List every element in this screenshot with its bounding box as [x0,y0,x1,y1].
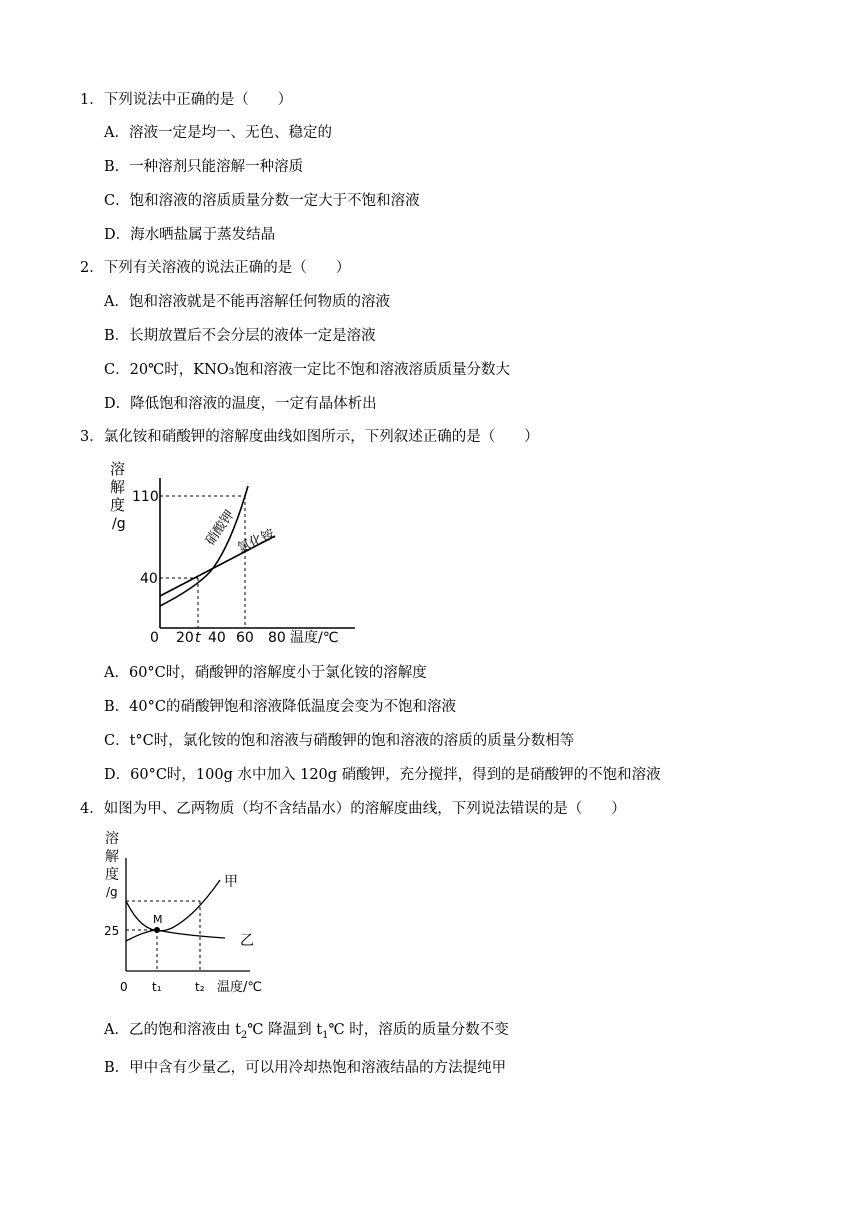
fig1-xtick-0: 0 [150,630,159,646]
fig1-xtick-60: 60 [236,630,254,646]
question-1-option-d: D．海水晒盐属于蒸发结晶 [104,227,276,243]
question-2-option-a: A．饱和溶液就是不能再溶解任何物质的溶液 [104,294,390,310]
q4-option-a-sub1: 2 [240,1029,248,1041]
question-2-stem: 2．下列有关溶液的说法正确的是（ ） [80,260,351,276]
q4-option-a-mid: ℃ 降温到 t [247,1022,323,1038]
fig2-xtick-t1: t₁ [152,980,162,994]
question-2-option-b: B．长期放置后不会分层的液体一定是溶液 [104,328,376,344]
solubility-figure-1 [100,458,370,648]
fig1-label-nh4cl: 氯化铵 [235,526,278,557]
q4-option-a-post: ℃ 时，溶质的质量分数不变 [328,1022,509,1038]
question-3-option-d: D．60°C时，100g 水中加入 120g 硝酸钾，充分搅拌，得到的是硝酸钾的不饱和溶液 [104,767,661,783]
q4-option-a-pre: A．乙的饱和溶液由 t [104,1022,241,1038]
fig1-ylabel-2: 解 [110,478,126,496]
solubility-figure-2 [100,828,280,1000]
question-3-option-a: A．60°C时，硝酸钾的溶解度小于氯化铵的溶解度 [104,665,427,681]
fig1-xtick-t: t [195,630,201,646]
question-2-option-c: C．20℃时，KNO₃饱和溶液一定比不饱和溶液溶质质量分数大 [104,362,510,378]
fig1-xtick-80: 80 [268,630,286,646]
fig2-ylabel-2: 解 [105,849,119,865]
fig2-xtick-t2: t₂ [195,980,205,994]
fig1-xtick-40: 40 [208,630,226,646]
question-4-option-a [104,1020,509,1046]
fig1-ylabel-1: 溶 [110,460,126,478]
fig2-ylabel-4: /g [106,885,118,899]
q4-option-a-sub2: 1 [322,1029,329,1041]
fig2-ylabel-3: 度 [105,867,119,883]
fig2-ylabel-1: 溶 [105,831,119,847]
fig2-label-jia: 甲 [224,874,238,890]
question-3-stem: 3．氯化铵和硝酸钾的溶解度曲线如图所示，下列叙述正确的是（ ） [80,429,539,445]
question-1-option-c: C．饱和溶液的溶质质量分数一定大于不饱和溶液 [104,193,420,209]
question-4-stem: 4．如图为甲、乙两物质（均不含结晶水）的溶解度曲线，下列说法错误的是（ ） [80,801,626,817]
fig1-ytick-40: 40 [140,571,158,587]
fig1-label-kno3: 硝酸钾 [202,507,238,549]
question-3-option-c: C．t°C时，氯化铵的饱和溶液与硝酸钾的饱和溶液的溶质的质量分数相等 [104,733,575,749]
fig2-ytick-25: 25 [104,924,120,938]
fig2-xlabel: 温度/℃ [217,980,262,995]
question-4-option-b: B．甲中含有少量乙，可以用冷却热饱和溶液结晶的方法提纯甲 [104,1060,507,1076]
fig2-point-m: M [153,913,163,926]
question-1-option-a: A．溶液一定是均一、无色、稳定的 [104,125,332,141]
fig1-ylabel-4: /g [112,516,126,532]
question-3-option-b: B．40°C的硝酸钾饱和溶液降低温度会变为不饱和溶液 [104,699,456,715]
fig1-ytick-110: 110 [132,489,159,505]
question-1-option-b: B．一种溶剂只能溶解一种溶质 [104,159,304,175]
fig2-label-yi: 乙 [240,933,254,949]
fig2-xtick-0: 0 [120,980,128,994]
fig1-ylabel-3: 度 [110,496,126,514]
fig1-xlabel: 温度/℃ [290,630,339,646]
question-1-stem: 1．下列说法中正确的是（ ） [80,92,293,108]
question-2-option-d: D．降低饱和溶液的温度，一定有晶体析出 [104,396,377,412]
fig1-xtick-20: 20 [176,630,194,646]
